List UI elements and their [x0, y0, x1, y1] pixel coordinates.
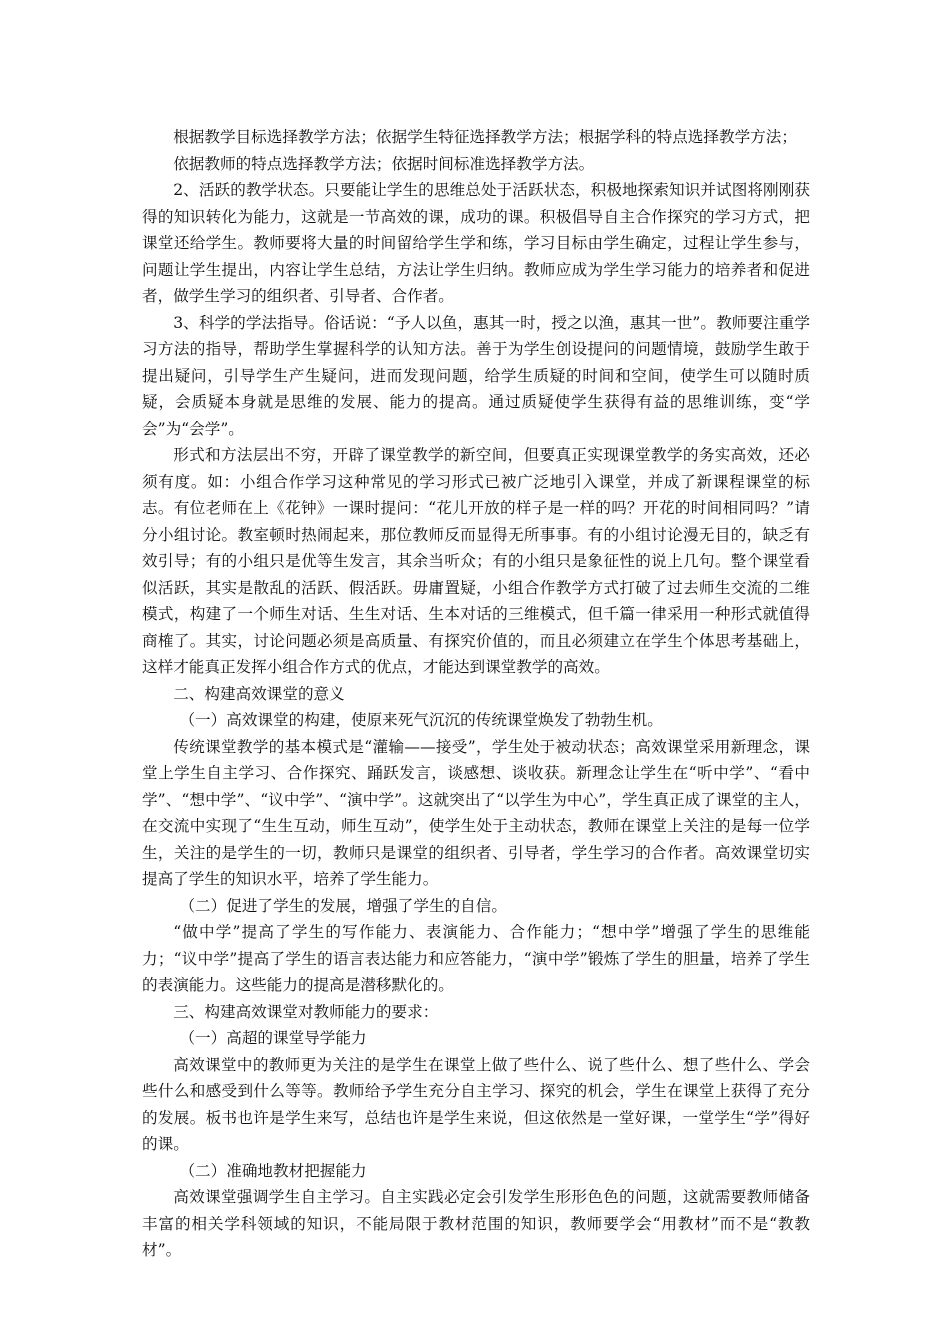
paragraph-teacher-focus: 高效课堂中的教师更为关注的是学生在课堂上做了些什么、说了些什么、想了些什么、学会些什么和感受到什么等等。教师给予学生充分自主学习、探究的机会，学生在课堂上获得了充分的发展。板书也许是学生来写，总结也许是学生来说，但这依然是一堂好课，一堂学生“学”得好的课。 — [142, 1055, 810, 1153]
subheading-student-development: （二）促进了学生的发展，增强了学生的自信。 — [179, 896, 507, 915]
paragraph-form-and-method: 形式和方法层出不穷，开辟了课堂教学的新空间，但要真正实现课堂教学的务实高效，还必须有度。如：小组合作学习这种常见的学习形式已被广泛地引入课堂，并成了新课程课堂的标志。有位老师在上《花钟》一课时提问：“花儿开放的样子是一样的吗？开花的时间相同吗？”请分小组讨论。教室顿时热闹起来，那位教师反而显得无所事事。有的小组讨论漫无目的，缺乏有效引导；有的小组只是优等生发言，其余当听众；有的小组只是象征性的说上几句。整个课堂看似活跃，其实是散乱的活跃、假活跃。毋庸置疑，小组合作教学方式打破了过去师生交流的二维模式，构建了一个师生对话、生生对话、生本对话的三维模式，但千篇一律采用一种形式就值得商榷了。其实，讨论问题必须是高质量、有探究价值的，而且必须建立在学生个体思考基础上，这样才能真正发挥小组合作方式的优点，才能达到课堂教学的高效。 — [142, 446, 810, 676]
subheading-textbook-mastery: （二）准确地教材把握能力 — [179, 1161, 367, 1180]
paragraph-active-teaching-state: 2、活跃的教学状态。只要能让学生的思维总处于活跃状态，积极地探索知识并试图将刚刚获得的知识转化为能力，这就是一节高效的课，成功的课。积极倡导自主合作探究的学习方式，把课堂还给学生。教师要将大量的时间留给学生学和练，学习目标由学生确定，过程让学生参与，问题让学生提出，内容让学生总结，方法让学生归纳。教师应成为学生学习能力的培养者和促进者，做学生学习的组织者、引导者、合作者。 — [142, 181, 810, 305]
section-heading-significance: 二、构建高效课堂的意义 — [173, 684, 345, 703]
paragraph-learning-by-doing: “做中学”提高了学生的写作能力、表演能力、合作能力；“想中学”增强了学生的思维能力；“议中学”提高了学生的语言表达能力和应答能力，“演中学”锻炼了学生的胆量，培养了学生的表演能力。这些能力的提高是潜移默化的。 — [142, 923, 810, 994]
paragraph-traditional-vs-efficient: 传统课堂教学的基本模式是“灌输——接受”，学生处于被动状态；高效课堂采用新理念，课堂上学生自主学习、合作探究、踊跃发言，谈感想、谈收获。新理念让学生在“听中学”、“看中学”、“想中学”、“议中学”、“演中学”。这就突出了“以学生为中心”，学生真正成了课堂的主人，在交流中实现了“生生互动，师生互动”，使学生处于主动状态，教师在课堂上关注的是每一位学生，关注的是学生的一切，教师只是课堂的组织者、引导者，学生学习的合作者。高效课堂切实提高了学生的知识水平，培养了学生能力。 — [142, 737, 810, 888]
document-page — [142, 124, 810, 1264]
subheading-guidance-ability: （一）高超的课堂导学能力 — [179, 1029, 367, 1047]
paragraph-teaching-method-basis: 根据教学目标选择教学方法；依据学生特征选择教学方法；根据学科的特点选择教学方法； — [173, 128, 797, 146]
section-heading-teacher-requirements: 三、构建高效课堂对教师能力的要求： — [173, 1002, 439, 1021]
paragraph-self-directed-learning: 高效课堂强调学生自主学习。自主实践必定会引发学生形形色色的问题，这就需要教师储备丰富的相关学科领域的知识，不能局限于教材范围的知识，教师要学会“用教材”而不是“教教材”。 — [142, 1188, 810, 1259]
subheading-vitality: （一）高效课堂的构建，使原来死气沉沉的传统课堂焕发了勃勃生机。 — [179, 711, 663, 729]
paragraph-learning-method-guidance: 3、科学的学法指导。俗话说：“予人以鱼，惠其一时，授之以渔，惠其一世”。教师要注重学习方法的指导，帮助学生掌握科学的认知方法。善于为学生创设提问的问题情境，鼓励学生敢于提出疑问，引导学生产生疑问，进而发现问题，给学生质疑的时间和空间，使学生可以随时质疑，会质疑本身就是思维的发展、能力的提高。通过质疑使学生获得有益的思维训练，变“学会”为“会学”。 — [142, 313, 810, 438]
paragraph-teacher-time-method: 依据教师的特点选择教学方法；依据时间标准选择教学方法。 — [173, 154, 595, 173]
